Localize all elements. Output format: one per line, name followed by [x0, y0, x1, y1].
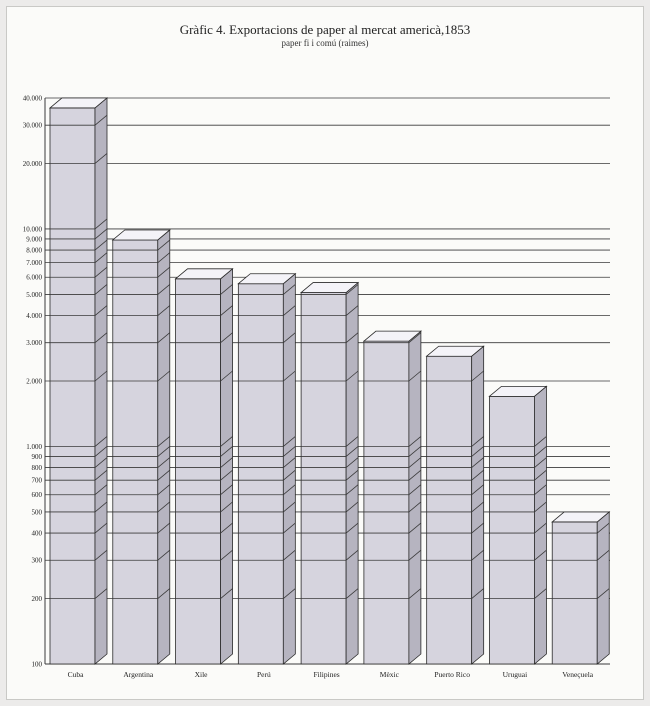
chart-title: Gràfic 4. Exportacions de paper al mercat americà,1853	[179, 22, 471, 37]
bar-front	[364, 341, 409, 664]
x-tick-label: Puerto Rico	[434, 670, 470, 679]
y-tick-label: 4.000	[26, 312, 42, 321]
x-tick-label: Perú	[256, 670, 271, 679]
bar-side	[346, 283, 358, 664]
chart-subtitle: paper fi i comú (raimes)	[281, 38, 369, 48]
bar-front	[489, 396, 534, 664]
y-tick-label: 6.000	[26, 273, 42, 282]
y-tick-label: 30.000	[22, 121, 42, 130]
x-tick-label: Cuba	[67, 670, 84, 679]
y-tick-label: 8.000	[26, 246, 42, 255]
bar-front	[50, 108, 95, 664]
bar-side	[472, 346, 484, 664]
bar-side	[283, 274, 295, 664]
y-tick-label: 9.000	[26, 235, 42, 244]
y-tick-label: 600	[31, 491, 42, 500]
x-tick-label: Argentina	[123, 670, 154, 679]
bar-front	[552, 522, 597, 664]
x-tick-label: Xile	[194, 670, 208, 679]
bar-side	[158, 230, 170, 664]
bar-side	[534, 386, 546, 664]
bar-front	[427, 356, 472, 664]
y-tick-label: 7.000	[26, 259, 42, 268]
y-tick-label: 5.000	[26, 290, 42, 299]
y-tick-label: 40.000	[22, 94, 42, 103]
x-tick-label: Uruguai	[502, 670, 528, 679]
y-tick-label: 3.000	[26, 339, 42, 348]
y-tick-label: 20.000	[22, 159, 42, 168]
y-tick-label: 2.000	[26, 377, 42, 386]
y-tick-label: 300	[31, 556, 42, 565]
bar-front	[113, 240, 158, 664]
bar-front	[238, 284, 283, 664]
x-tick-label: Veneçuela	[562, 670, 594, 679]
bar-side	[95, 98, 107, 664]
y-tick-label: 10.000	[22, 225, 42, 234]
x-tick-label: Mèxic	[379, 670, 399, 679]
y-tick-label: 800	[31, 464, 42, 473]
y-tick-label: 100	[31, 660, 42, 669]
y-tick-label: 900	[31, 452, 42, 461]
bar-side	[409, 331, 421, 664]
y-tick-label: 1.000	[26, 442, 42, 451]
x-tick-label: Filipines	[313, 670, 340, 679]
y-tick-label: 200	[31, 595, 42, 604]
bar-side	[597, 512, 609, 664]
bar-front	[301, 293, 346, 664]
y-tick-label: 400	[31, 529, 42, 538]
y-tick-label: 700	[31, 476, 42, 485]
bar-front	[176, 279, 221, 664]
y-tick-label: 500	[31, 508, 42, 517]
